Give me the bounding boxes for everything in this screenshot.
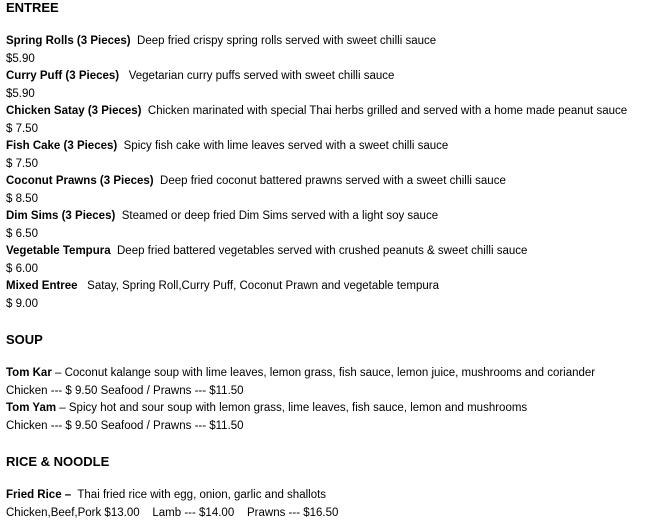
item-price: $ 7.50 — [6, 122, 38, 135]
item-price: $ 7.50 — [6, 157, 38, 170]
menu-item — [6, 33, 627, 68]
item-price: $5.90 — [6, 52, 35, 65]
soup-list — [6, 365, 595, 435]
menu-item — [6, 243, 627, 278]
item-description: – Coconut kalange soup with lime leaves, lemon grass, fish sauce, lemon juice, mushrooms and coriander — [55, 367, 596, 379]
item-description: Deep fried battered vegetables served with crushed peanuts & sweet chilli sauce — [117, 245, 528, 257]
item-name: Coconut Prawns (3 Pieces) — [6, 175, 154, 187]
item-description: Thai fried rice with egg, onion, garlic and shallots — [77, 489, 327, 501]
item-name: Spring Rolls (3 Pieces) — [6, 35, 131, 47]
section-title-entree: ENTREE — [6, 0, 59, 15]
item-name: Fried Rice – — [6, 489, 72, 501]
item-price: $ 6.00 — [6, 262, 38, 275]
item-name: Curry Puff (3 Pieces) — [6, 70, 120, 82]
menu-item — [6, 400, 595, 435]
item-name: Dim Sims (3 Pieces) — [6, 210, 116, 222]
item-name: Fish Cake (3 Pieces) — [6, 140, 118, 152]
item-description: Steamed or deep fried Dim Sims served with a light soy sauce — [121, 210, 439, 222]
item-description: Spicy fish cake with lime leaves served with a sweet chilli sauce — [123, 140, 449, 152]
item-price: $ 6.50 — [6, 227, 38, 240]
item-description: Deep fried crispy spring rolls served with sweet chilli sauce — [137, 35, 437, 47]
menu-item — [6, 138, 627, 173]
item-name: Vegetable Tempura — [6, 245, 111, 257]
item-description: Vegetarian curry puffs served with sweet chilli sauce — [128, 70, 395, 82]
item-price: $ 9.00 — [6, 297, 38, 310]
item-name: Chicken Satay (3 Pieces) — [6, 105, 142, 117]
item-name: Tom Yam — [6, 402, 57, 414]
section-title-rice-noodle: RICE & NOODLE — [6, 454, 110, 469]
entree-list — [6, 33, 627, 313]
rice-noodle-list — [6, 487, 338, 522]
item-price: $ 8.50 — [6, 192, 38, 205]
item-price: Chicken,Beef,Pork $13.00 Lamb --- $14.00 Prawns --- $16.50 — [6, 506, 339, 519]
section-title-soup: SOUP — [6, 332, 43, 347]
menu-item — [6, 365, 595, 400]
menu-item — [6, 208, 627, 243]
item-name: Tom Kar — [6, 367, 52, 379]
menu-item — [6, 103, 627, 138]
menu-item — [6, 487, 338, 522]
item-name: Mixed Entree — [6, 280, 78, 292]
item-price: Chicken --- $ 9.50 Seafood / Prawns --- $11.50 — [6, 419, 244, 432]
item-price: $5.90 — [6, 87, 35, 100]
item-description: Chicken marinated with special Thai herbs grilled and served with a home made peanut sauce — [147, 105, 628, 117]
menu-item — [6, 173, 627, 208]
menu-item — [6, 278, 627, 313]
item-description: – Spicy hot and sour soup with lemon grass, lime leaves, fish sauce, lemon and mushrooms — [59, 402, 528, 414]
item-description: Deep fried coconut battered prawns served with a sweet chilli sauce — [160, 175, 506, 187]
item-price: Chicken --- $ 9.50 Seafood / Prawns --- $11.50 — [6, 384, 244, 397]
item-description: Satay, Spring Roll,Curry Puff, Coconut Prawn and vegetable tempura — [87, 280, 439, 292]
menu-item — [6, 68, 627, 103]
